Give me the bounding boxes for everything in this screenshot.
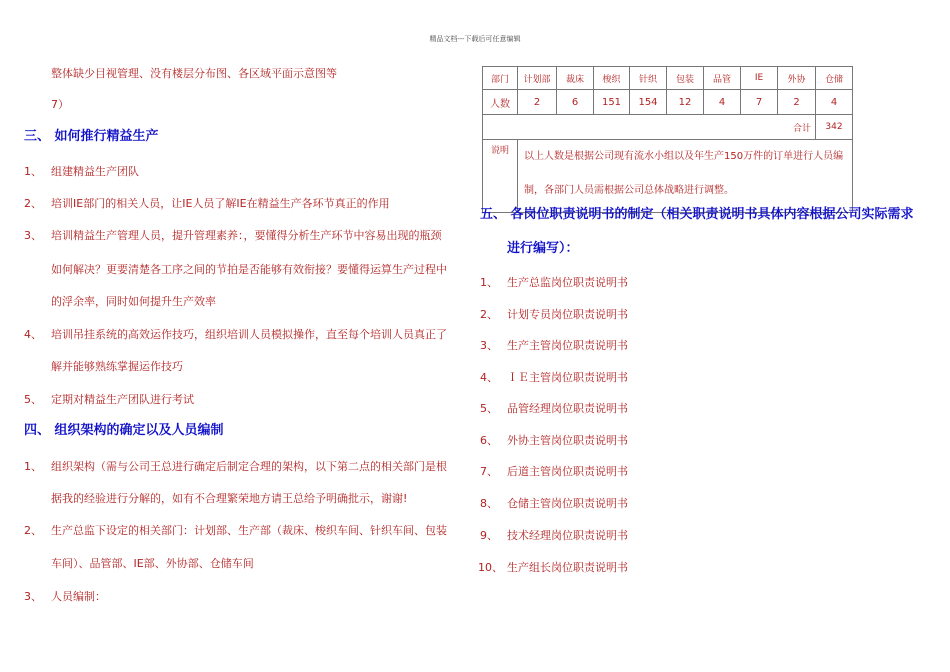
staffing-table — [482, 66, 853, 213]
dept-cell: 外协 — [778, 67, 816, 90]
list-number: 8、 — [480, 497, 498, 510]
section-5-title-continued: 进行编写）： — [507, 241, 579, 256]
list-item: 培训精益生产管理人员，提升管理素养：，要懂得分析生产环节中容易出现的瓶颈 — [51, 229, 442, 242]
dept-cell: 裁床 — [557, 67, 594, 90]
dept-cell: IE — [741, 67, 778, 90]
list-number: 4、 — [24, 328, 42, 341]
table-header-label: 部门 — [483, 67, 518, 90]
intro-number: 7） — [51, 98, 69, 111]
list-item: 品管经理岗位职责说明书 — [507, 402, 628, 415]
list-item: 外协主管岗位职责说明书 — [507, 434, 628, 447]
list-number: 4、 — [480, 371, 498, 384]
list-item: 组织架构（需与公司王总进行确定后制定合理的架构，以下第二点的相关部门是根 — [51, 460, 447, 473]
list-item-continued: 的浮余率，同时如何提升生产效率 — [51, 295, 216, 308]
list-number: 5、 — [24, 393, 42, 406]
list-item-continued: 据我的经验进行分解的，如有不合理繁荣地方请王总给予明确批示，谢谢! — [51, 492, 408, 505]
list-item: 后道主管岗位职责说明书 — [507, 465, 628, 478]
list-number: 2、 — [24, 197, 42, 210]
dept-cell: 针织 — [630, 67, 667, 90]
list-number: 1、 — [24, 460, 42, 473]
total-label: 合计 — [483, 115, 816, 140]
list-number: 3、 — [24, 229, 42, 242]
list-item-continued: 解并能够熟练掌握运作技巧 — [51, 360, 183, 373]
count-label: 人数 — [483, 90, 518, 115]
dept-cell: 梭织 — [594, 67, 630, 90]
list-item: 技术经理岗位职责说明书 — [507, 529, 628, 542]
list-item: 人员编制： — [51, 590, 106, 603]
dept-cell: 品管 — [704, 67, 741, 90]
section-3-title: 三、 如何推行精益生产 — [24, 129, 159, 144]
list-number: 1、 — [24, 165, 42, 178]
list-number: 3、 — [480, 339, 498, 352]
list-item: 生产总监岗位职责说明书 — [507, 276, 628, 289]
intro-line: 整体缺少目视管理、没有楼层分布图、各区域平面示意图等 — [51, 67, 337, 80]
note-label: 说明 — [483, 140, 518, 213]
count-cell: 7 — [741, 90, 778, 115]
count-cell: 12 — [667, 90, 704, 115]
list-number: 6、 — [480, 434, 498, 447]
count-cell: 151 — [594, 90, 630, 115]
list-item: 计划专员岗位职责说明书 — [507, 308, 628, 321]
total-value: 342 — [816, 115, 853, 140]
list-number: 10、 — [478, 561, 503, 574]
list-number: 1、 — [480, 276, 498, 289]
dept-cell: 仓储 — [816, 67, 853, 90]
list-number: 7、 — [480, 465, 498, 478]
section-4-title: 四、 组织架构的确定以及人员编制 — [24, 423, 224, 438]
list-item: 组建精益生产团队 — [51, 165, 139, 178]
count-cell: 2 — [778, 90, 816, 115]
list-number: 2、 — [24, 524, 42, 537]
list-number: 2、 — [480, 308, 498, 321]
list-item-continued: 车间）、品管部、IE部、外协部、仓储车间 — [51, 557, 254, 570]
count-cell: 154 — [630, 90, 667, 115]
page-header: 精品文档---下载后可任意编辑 — [429, 35, 521, 43]
dept-cell: 包装 — [667, 67, 704, 90]
count-cell: 4 — [704, 90, 741, 115]
count-cell: 6 — [557, 90, 594, 115]
note-text: 以上人数是根据公司现有流水小组以及年生产150万件的订单进行人员编制，各部门人员需根据公司总体战略进行调整。 — [518, 140, 853, 213]
list-item: 生产主管岗位职责说明书 — [507, 339, 628, 352]
list-item: 生产组长岗位职责说明书 — [507, 561, 628, 574]
list-item: 培训IE部门的相关人员，让IE人员了解IE在精益生产各环节真正的作用 — [51, 197, 390, 210]
list-item: 生产总监下设定的相关部门：计划部、生产部（裁床、梭织车间、针织车间、包装 — [51, 524, 447, 537]
section-5-title: 五、 各岗位职责说明书的制定（相关职责说明书具体内容根据公司实际需求 — [480, 207, 914, 222]
list-item: 仓储主管岗位职责说明书 — [507, 497, 628, 510]
list-number: 9、 — [480, 529, 498, 542]
list-number: 5、 — [480, 402, 498, 415]
list-item-continued: 如何解决？更要清楚各工序之间的节拍是否能够有效衔接？要懂得运算生产过程中 — [51, 263, 447, 276]
list-item: 培训吊挂系统的高效运作技巧，组织培训人员模拟操作，直至每个培训人员真正了 — [51, 328, 447, 341]
count-cell: 4 — [816, 90, 853, 115]
dept-cell: 计划部 — [518, 67, 557, 90]
list-number: 3、 — [24, 590, 42, 603]
list-item: ＩＥ主管岗位职责说明书 — [507, 371, 628, 384]
count-cell: 2 — [518, 90, 557, 115]
list-item: 定期对精益生产团队进行考试 — [51, 393, 194, 406]
